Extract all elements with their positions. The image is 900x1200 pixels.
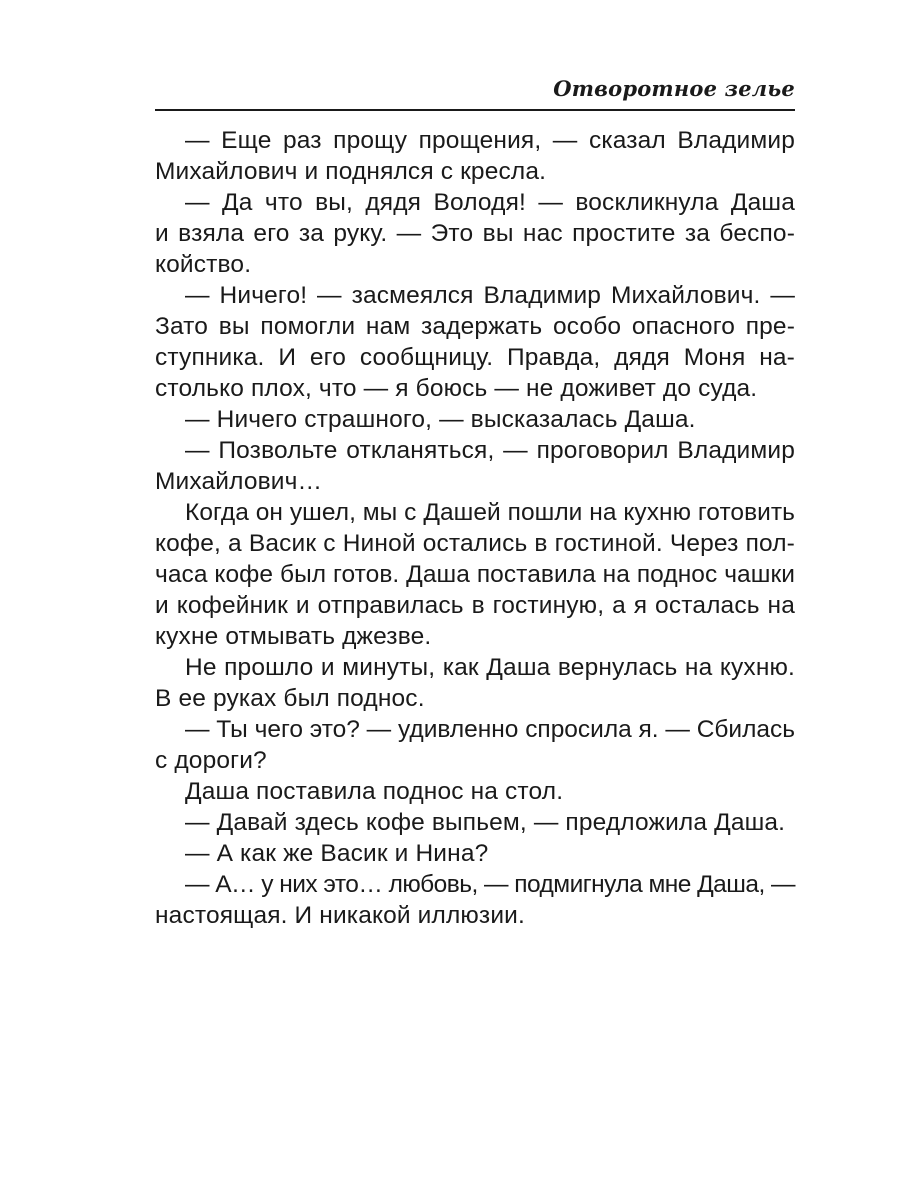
text-line: с дороги?	[155, 747, 267, 774]
text-line: — Да что вы, дядя Володя! — воскликнула Даша	[185, 189, 795, 216]
paragraph	[155, 280, 795, 404]
paragraph	[155, 497, 795, 652]
paragraph	[155, 404, 795, 435]
header-rule	[155, 109, 795, 111]
text-line: — Ничего страшного, — высказалась Даша.	[185, 406, 696, 433]
text-line: настоящая. И никакой иллюзии.	[155, 902, 525, 929]
paragraph	[155, 838, 795, 869]
paragraph	[155, 869, 795, 931]
text-line: — А… у них это… любовь, — подмигнула мне Даша, —	[185, 871, 795, 898]
text-line: Михайлович…	[155, 468, 323, 495]
text-line: и кофейник и отправилась в гостиную, а я осталась на	[155, 592, 795, 619]
paragraph	[155, 652, 795, 714]
text-line: койство.	[155, 251, 252, 278]
text-line: — Давай здесь кофе выпьем, — предложила Даша.	[185, 809, 786, 836]
text-line: кухне отмывать джезве.	[155, 623, 432, 650]
text-line: — Ничего! — засмеялся Владимир Михайлович. —	[185, 282, 795, 309]
text-line: Михайлович и поднялся с кресла.	[155, 158, 547, 185]
paragraph	[155, 714, 795, 776]
text-line: — Ты чего это? — удивленно спросила я. — Сбилась	[185, 716, 795, 743]
text-line: столько плох, что — я боюсь — не доживет до суда.	[155, 375, 758, 402]
body-text	[155, 125, 795, 931]
text-line: — А как же Васик и Нина?	[185, 840, 489, 867]
text-line: Даша поставила поднос на стол.	[185, 778, 564, 805]
text-line: — Еще раз прощу прощения, — сказал Владимир	[185, 127, 795, 154]
paragraph	[155, 125, 795, 187]
text-line: кофе, а Васик с Ниной остались в гостиной. Через пол-	[155, 530, 795, 557]
paragraph	[155, 807, 795, 838]
text-line: часа кофе был готов. Даша поставила на поднос чашки	[155, 561, 795, 588]
text-line: ступника. И его сообщницу. Правда, дядя Моня на-	[155, 344, 795, 371]
paragraph	[155, 435, 795, 497]
running-header-title: Отворотное зелье	[553, 76, 795, 101]
text-line: — Позвольте откланяться, — проговорил Владимир	[185, 437, 795, 464]
text-line: Не прошло и минуты, как Даша вернулась на кухню.	[185, 654, 795, 681]
paragraph	[155, 776, 795, 807]
text-line: Зато вы помогли нам задержать особо опасного пре-	[155, 313, 795, 340]
text-line: В ее руках был поднос.	[155, 685, 425, 712]
text-line: и взяла его за руку. — Это вы нас простите за беспо-	[155, 220, 795, 247]
paragraph	[155, 187, 795, 280]
text-line: Когда он ушел, мы с Дашей пошли на кухню готовить	[185, 499, 795, 526]
